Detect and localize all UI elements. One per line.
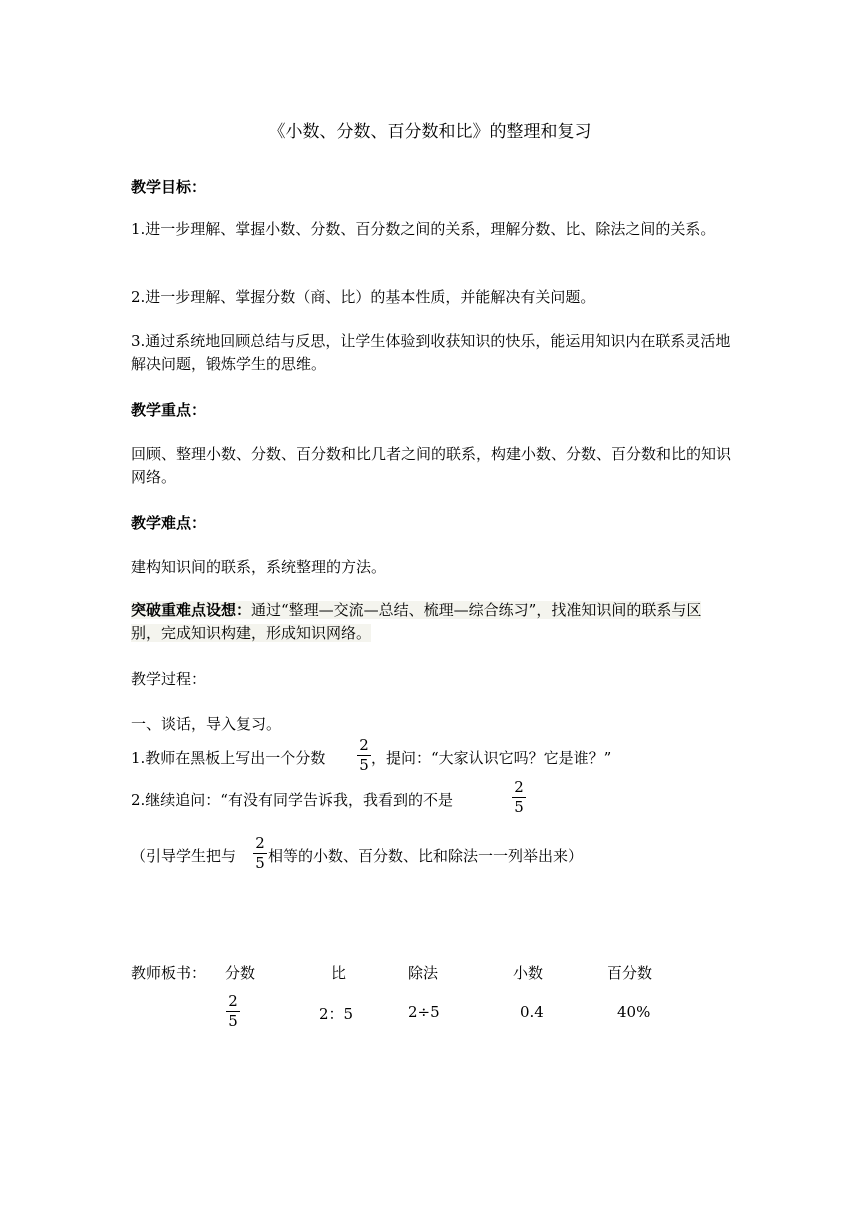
goal-item-1: 1.进一步理解、掌握小数、分数、百分数之间的关系，理解分数、比、除法之间的关系。: [131, 220, 716, 238]
goal-item-2: 2.进一步理解、掌握分数（商、比）的基本性质，并能解决有关问题。: [131, 288, 596, 306]
fraction-two-fifths: [253, 835, 267, 872]
section-1-heading: 一、谈话，导入复习。: [131, 715, 282, 733]
board-division-value: 2÷5: [408, 1003, 440, 1021]
board-ratio-value: 2：5: [319, 1005, 354, 1023]
page-title: 《小数、分数、百分数和比》的整理和复习: [268, 122, 592, 142]
goal-item-3: 3.通过系统地回顾总结与反思，让学生体验到收获知识的快乐，能运用知识内在联系灵活地解决问题，锻炼学生的思维。: [131, 332, 731, 373]
board-header-percent: 百分数: [607, 964, 653, 982]
fraction-denominator: 5: [228, 1012, 238, 1030]
fraction-numerator: 2: [228, 992, 238, 1010]
board-header-division: 除法: [408, 964, 439, 982]
step-1-text-before: 1.教师在黑板上写出一个分数: [131, 749, 326, 767]
step-3-text-after: 相等的小数、百分数、比和除法一一列举出来）: [268, 847, 584, 865]
board-header-fraction: 分数: [225, 964, 256, 982]
breakthrough-paragraph: [131, 599, 731, 645]
fraction-numerator: 2: [514, 778, 524, 796]
key-points-text: 回顾、整理小数、分数、百分数和比几者之间的联系，构建小数、分数、百分数和比的知识网络。: [131, 445, 732, 486]
fraction-numerator: 2: [359, 736, 369, 754]
key-points-heading: 教学重点：: [131, 401, 207, 419]
board-label: 教师板书：: [131, 964, 207, 982]
breakthrough-text: 通过“整理—交流—总结、梳理—综合练习”，找准知识间的联系与区别，完成知识构建，形成知识网络。: [131, 601, 702, 642]
board-decimal-value: 0.4: [520, 1003, 544, 1021]
goals-heading: 教学目标：: [131, 178, 207, 196]
fraction-denominator: 5: [359, 756, 369, 774]
fraction-two-fifths: [512, 779, 526, 816]
fraction-numerator: 2: [255, 834, 265, 852]
board-fraction-value: [226, 993, 240, 1030]
process-heading: 教学过程：: [131, 670, 207, 688]
board-header-ratio: 比: [331, 964, 347, 982]
board-percent-value: 40%: [617, 1003, 651, 1021]
step-1-text-after: ，提问：“大家认识它吗？它是谁？”: [371, 749, 612, 767]
breakthrough-heading: 突破重难点设想：: [131, 601, 252, 619]
step-2-text: 2.继续追问：“有没有同学告诉我，我看到的不是: [131, 791, 453, 809]
difficulties-heading: 教学难点：: [131, 514, 207, 532]
step-3-text-before: （引导学生把与: [131, 847, 237, 865]
fraction-two-fifths: [357, 737, 371, 774]
difficulties-text: 建构知识间的联系，系统整理的方法。: [131, 558, 387, 576]
fraction-denominator: 5: [255, 854, 265, 872]
board-header-decimal: 小数: [513, 964, 544, 982]
fraction-denominator: 5: [514, 798, 524, 816]
